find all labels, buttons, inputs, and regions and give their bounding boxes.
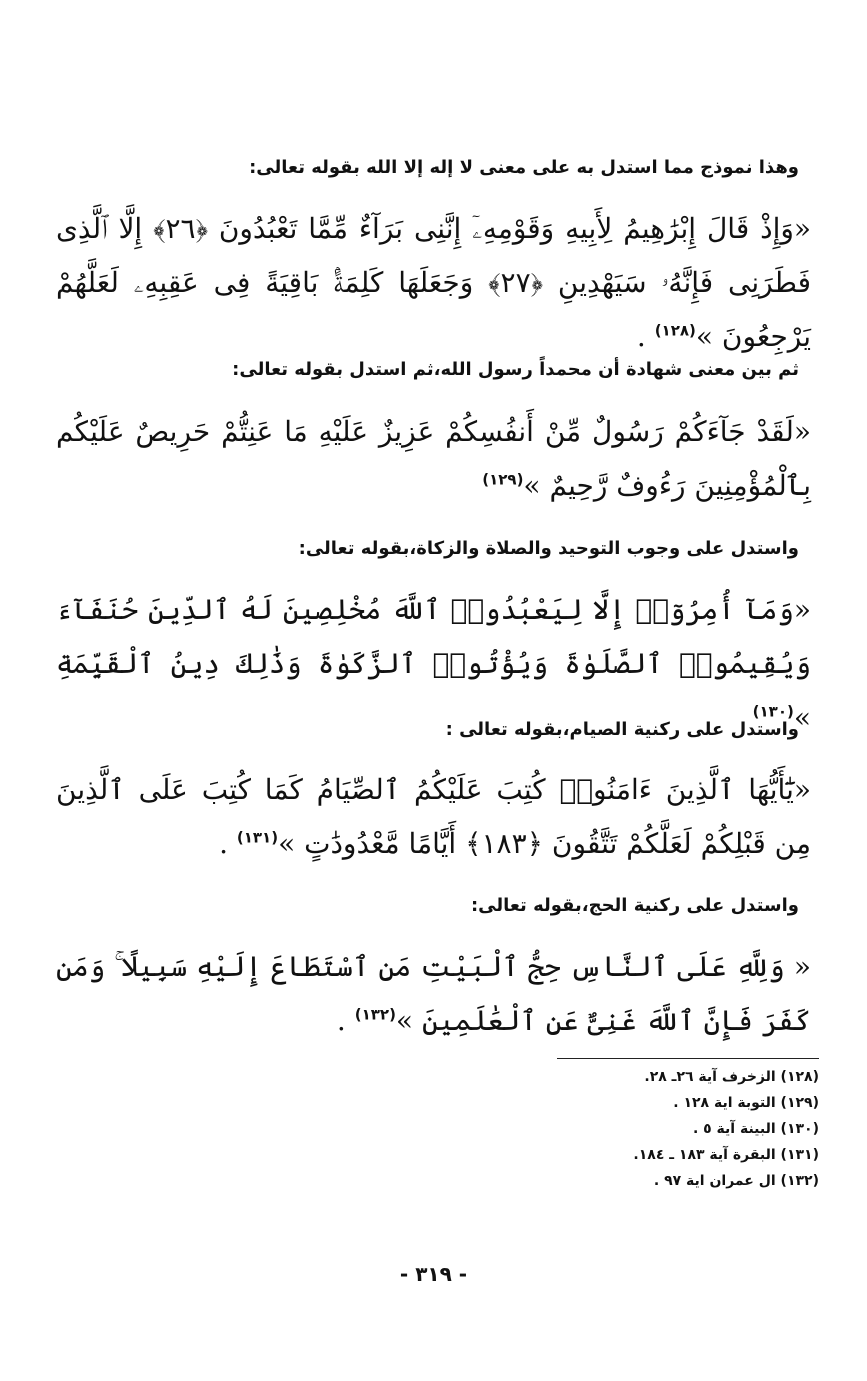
footnote-item: (١٣٠) البينة آية ٥ . — [692, 1121, 819, 1137]
verse-end-mark: . — [336, 1004, 346, 1037]
footnote-ref: (١٣٠) — [752, 702, 794, 721]
intro-text: واستدل على وجوب التوحيد والصلاة والزكاة،بقوله تعالى: — [298, 538, 799, 559]
intro-text: واستدل على ركنية الصيام،بقوله تعالى : — [445, 719, 799, 740]
footnotes-list — [419, 1064, 819, 1194]
quran-verse — [56, 202, 811, 364]
quran-verse — [56, 940, 811, 1048]
verse-end-mark: . — [219, 827, 228, 860]
verse-end-mark: . — [636, 320, 646, 353]
footnote-ref: (١٣٢) — [354, 1005, 396, 1024]
verse-text: «وَمَآ أُمِرُوٓا۟ إِلَّا لِيَعْبُدُوا۟ ٱللَّهَ مُخْلِصِينَ لَهُ ٱلدِّينَ حُنَفَآءَ وَيُقِيمُوا۟ ٱلصَّلَوٰةَ وَيُؤْتُوا۟ ٱلزَّكَوٰةَ وَذَٰلِكَ دِينُ ٱلْقَيِّمَةِ » — [56, 593, 811, 734]
intro-text: ثم بين معنى شهادة أن محمداً رسول الله،ثم استدل بقوله تعالى: — [232, 359, 799, 380]
footnote-item: (١٢٨) الزخرف آية ٢٦ـ ٢٨. — [644, 1069, 819, 1085]
footnote-ref: (١٢٨) — [654, 321, 696, 340]
verse-text: «لَقَدْ جَآءَكُمْ رَسُولٌ مِّنْ أَنفُسِكُمْ عَزِيزٌ عَلَيْهِ مَا عَنِتُّمْ حَرِيصٌ عَلَيْكُم بِٱلْمُؤْمِنِينَ رَءُوفٌ رَّحِيمٌ » — [56, 415, 811, 502]
quran-verse — [56, 405, 811, 513]
footnote-item: (١٢٩) التوبة اية ١٢٨ . — [673, 1095, 819, 1111]
footnote-ref: (١٢٩) — [482, 470, 524, 489]
footnote-item: (١٣٢) ال عمران اية ٩٧ . — [653, 1173, 819, 1189]
quran-verse — [56, 763, 811, 871]
footnote-item: (١٣١) البقرة آية ١٨٣ ـ ١٨٤. — [633, 1147, 819, 1163]
verse-text: «يَٰٓأَيُّهَا ٱلَّذِينَ ءَامَنُوا۟ كُتِبَ عَلَيْكُمُ ٱلصِّيَامُ كَمَا كُتِبَ عَلَى ٱلَّذِينَ مِن قَبْلِكُمْ لَعَلَّكُمْ تَتَّقُونَ ﴿١٨٣﴾ أَيَّامًا مَّعْدُودَٰتٍ » — [56, 773, 811, 860]
verse-text: «وَإِذْ قَالَ إِبْرَٰهِيمُ لِأَبِيهِ وَقَوْمِهِۦٓ إِنَّنِى بَرَآءٌ مِّمَّا تَعْبُدُونَ ﴿٢٦﴾ إِلَّا ٱلَّذِى فَطَرَنِى فَإِنَّهُۥ سَيَهْدِينِ ﴿٢٧﴾ وَجَعَلَهَا كَلِمَةًۢ بَاقِيَةً فِى عَقِبِهِۦ لَعَلَّهُمْ يَرْجِعُونَ » — [56, 212, 811, 353]
intro-text: وهذا نموذج مما استدل به على معنى لا إله إلا الله بقوله تعالى: — [249, 157, 799, 178]
footnote-ref: (١٣١) — [236, 828, 279, 847]
verse-text: « وَلِلَّهِ عَلَى ٱلنَّاسِ حِجُّ ٱلْبَيْتِ مَنِ ٱسْتَطَاعَ إِلَيْهِ سَبِيلًا ۚ وَمَن كَفَرَ فَإِنَّ ٱللَّهَ غَنِىٌّ عَنِ ٱلْعَٰلَمِينَ » — [56, 950, 811, 1037]
intro-text: واستدل على ركنية الحج،بقوله تعالى: — [470, 895, 799, 916]
page-number: - ٣١٩ - — [399, 1262, 468, 1286]
footnote-divider — [557, 1058, 819, 1059]
